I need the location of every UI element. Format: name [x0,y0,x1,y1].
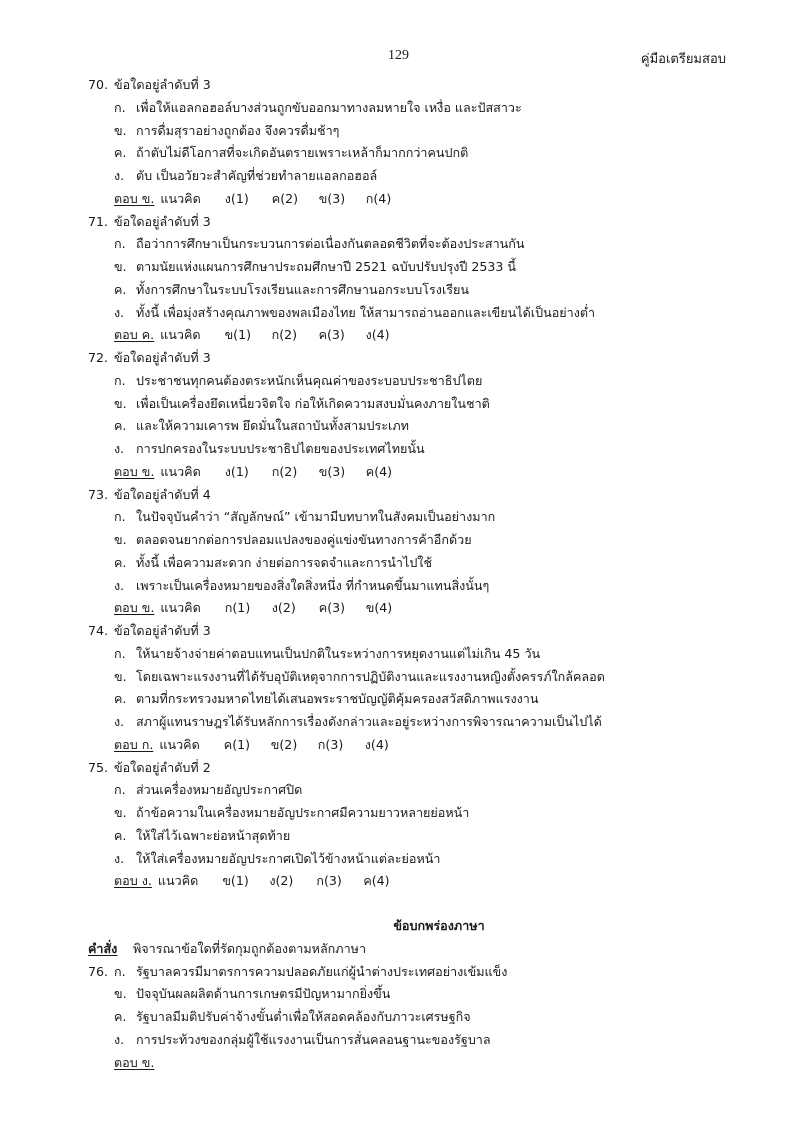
header-title: คู่มือเตรียมสอบ [640,52,726,67]
instruction [88,938,738,961]
option: ง. การปกครองในระบบประชาธิปไตยของประเทศไทยนั้น [114,441,425,456]
question-number: 75. [88,759,109,775]
option: ค. และให้ความเคารพ ยึดมั่นในสถาบันทั้งสามประเภท [114,418,409,434]
question-number: 71. [88,213,109,229]
reasoning-label: แนวคิด [160,463,201,479]
instruction-label: คำสั่ง [88,940,118,956]
question-prompt: ข้อใดอยู่ลำดับที่ 2 [114,759,211,775]
option: ค. ให้ใส่ไว้เฉพาะย่อหน้าสุดท้าย [114,827,291,843]
question-76 [88,961,738,1075]
answer: ตอบ ก. [114,736,154,752]
option: 76. ก. รัฐบาลควรมีมาตรการความปลอดภัยแก่ผู้นำต่างประเทศอย่างเข้มแข็ง [88,961,738,984]
reasoning-label: แนวคิด [160,600,201,616]
question-74 [88,620,738,757]
question-number: 74. [88,623,109,638]
option: ง. ทั้งนี้ เพื่อมุ่งสร้างคุณภาพของพลเมืองไทย ให้สามารถอ่านออกและเขียนได้เป็นอย่างต่ำ [114,304,596,320]
section-title: ข้อบกพร่องภาษา [393,918,485,933]
option: ก. เพื่อให้แอลกอฮอล์บางส่วนถูกขับออกมาทางลมหายใจ เหงื่อ และปัสสาวะ [114,99,522,115]
question-70 [88,74,738,211]
question-number: 73. [88,486,109,502]
option: ง. ตับ เป็นอวัยวะสำคัญที่ช่วยทำลายแอลกอฮอล์ [114,168,378,183]
answer-line [88,1052,738,1075]
option: ข. ถ้าข้อความในเครื่องหมายอัญประกาศมีความยาวหลายย่อหน้า [114,805,470,820]
question-prompt: ข้อใดอยู่ลำดับที่ 4 [114,486,211,502]
question-prompt: ข้อใดอยู่ลำดับที่ 3 [114,623,211,638]
question-prompt: ข้อใดอยู่ลำดับที่ 3 [114,350,211,365]
answer-line: ตอบ ข. แนวคิด ง(1) ค(2) ข(3) ก(4) [114,190,392,206]
answer-line: ตอบ ข. แนวคิด ง(1) ก(2) ข(3) ค(4) [114,463,393,479]
option: ค. ทั้งการศึกษาในระบบโรงเรียนและการศึกษานอกระบบโรงเรียน [114,281,470,297]
option: ง. การประท้วงของกลุ่มผู้ใช้แรงงานเป็นการสั่นคลอนฐานะของรัฐบาล [114,1031,491,1047]
option: ก. ประชาชนทุกคนต้องตระหนักเห็นคุณค่าของระบอบประชาธิปไตย [114,372,483,388]
question-number: 72. [88,350,109,365]
answer-line: ตอบ ค. แนวคิด ข(1) ก(2) ค(3) ง(4) [114,327,390,343]
option: ง. เพราะเป็นเครื่องหมายของสิ่งใดสิ่งหนึ่ง ที่กำหนดขึ้นมาแทนสิ่งนั้นๆ [114,577,490,593]
answer: ตอบ ข. [114,463,155,479]
answer: ตอบ ข. [114,1054,155,1070]
option: ข. ตามนัยแห่งแผนการศึกษาประถมศึกษาปี 2521 ฉบับปรับปรุงปี 2533 นี้ [114,259,517,274]
option: ง. ให้ใส่เครื่องหมายอัญประกาศเปิดไว้ข้างหน้าแต่ละย่อหน้า [114,850,441,866]
option: ก. ให้นายจ้างจ่ายค่าตอบแทนเป็นปกติในระหว่างการหยุดงานแต่ไม่เกิน 45 วัน [114,645,541,661]
reasoning-label: แนวคิด [160,327,201,343]
instruction-text: พิจารณาข้อใดที่รัดกุมถูกต้องตามหลักภาษา [133,940,367,956]
option: ก. ในปัจจุบันคำว่า “สัญลักษณ์” เข้ามามีบทบาทในสังคมเป็นอย่างมาก [114,509,496,525]
option: ค. ถ้าตับไม่ดีโอกาสที่จะเกิดอันตรายเพราะเหล้าก็มากกว่าคนปกติ [114,145,469,161]
answer: ตอบ ง. [114,873,152,889]
reasoning-label: แนวคิด [157,873,199,889]
option: ข. การดื่มสุราอย่างถูกต้อง จึงควรดื่มช้าๆ [114,122,340,138]
question-71 [88,211,738,348]
question-72 [88,347,738,484]
document-body [88,74,738,1074]
option: ข. เพื่อเป็นเครื่องยึดเหนี่ยวจิตใจ ก่อให้เกิดความสงบมั่นคงภายในชาติ [114,395,490,411]
option: ข. ตลอดจนยากต่อการปลอมแปลงของคู่แข่งขันทางการค้าอีกด้วย [114,532,472,547]
answer-line: ตอบ ข. แนวคิด ก(1) ง(2) ค(3) ข(4) [114,600,393,616]
question-75 [88,757,738,894]
question-73 [88,484,738,621]
option: ง. สภาผู้แทนราษฎรได้รับหลักการเรื่องดังกล่าวและอยู่ระหว่างการพิจารณาความเป็นไปได้ [114,714,602,729]
option: ข. โดยเฉพาะแรงงานที่ได้รับอุบัติเหตุจากการปฏิบัติงานและแรงงานหญิงตั้งครรภ์ใกล้คลอด [114,668,605,684]
question-prompt: ข้อใดอยู่ลำดับที่ 3 [114,77,211,92]
option: ค. ตามที่กระทรวงมหาดไทยได้เสนอพระราชบัญญัติคุ้มครองสวัสดิภาพแรงงาน [114,691,539,707]
option: ค. รัฐบาลมีมติปรับค่าจ้างขั้นต่ำเพื่อให้สอดคล้องกับภาวะเศรษฐกิจ [114,1009,471,1024]
reasoning-label: แนวคิด [159,736,200,752]
answer-line: ตอบ ก. แนวคิด ค(1) ข(2) ก(3) ง(4) [114,736,389,752]
option: ค. ทั้งนี้ เพื่อความสะดวก ง่ายต่อการจดจำและการนำไปใช้ [114,554,433,570]
answer: ตอบ ค. [114,327,155,343]
page-number: 129 [388,48,409,63]
option: ก. ส่วนเครื่องหมายอัญประกาศปิด [114,782,303,798]
option: ก. ถือว่าการศึกษาเป็นกระบวนการต่อเนื่องกันตลอดชีวิตที่จะต้องประสานกัน [114,236,525,252]
question-number: 76. [88,963,109,979]
answer: ตอบ ข. [114,190,155,206]
question-number: 70. [88,77,109,92]
answer: ตอบ ข. [114,600,155,616]
question-prompt: ข้อใดอยู่ลำดับที่ 3 [114,213,211,229]
option: ข. ปัจจุบันผลผลิตด้านการเกษตรมีปัญหามากยิ่งขึ้น [114,986,391,1002]
reasoning-label: แนวคิด [160,190,201,206]
answer-line: ตอบ ง. แนวคิด ข(1) ง(2) ก(3) ค(4) [114,873,390,889]
